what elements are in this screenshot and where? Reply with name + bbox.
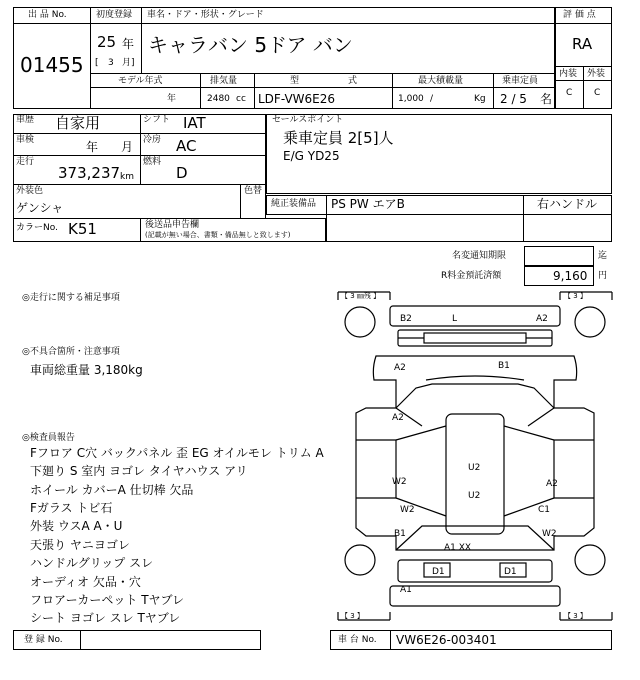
inspector-line: ハンドルグリップ スレ bbox=[30, 556, 154, 570]
max-load-value: 1,000 bbox=[398, 94, 424, 104]
shift-value: IAT bbox=[183, 114, 206, 132]
inspection-label: 車検 bbox=[16, 135, 35, 145]
tire-depth-bottom-left: 【 3 】 bbox=[341, 612, 364, 620]
damage-mark: A2 bbox=[546, 479, 558, 489]
displacement-unit: cc bbox=[236, 94, 246, 104]
equipment-label: 純正装備品 bbox=[271, 199, 317, 209]
inspector-title: ◎検査員報告 bbox=[22, 433, 75, 443]
damage-mark: A1 bbox=[400, 585, 412, 595]
vehicle-name-label: 車名・ドア・形状・グレード bbox=[147, 10, 264, 20]
max-load-label: 最大積載量 bbox=[418, 76, 464, 86]
damage-mark: A2 bbox=[392, 413, 404, 423]
damage-mark: W2 bbox=[542, 529, 557, 539]
fuel-value: D bbox=[176, 164, 188, 182]
aftermarket-label: 後送品申告欄 bbox=[145, 220, 200, 230]
name-change-unit: 迄 bbox=[598, 251, 608, 261]
damage-mark: D1 bbox=[504, 567, 517, 577]
sales-point-line-2: E/G YD25 bbox=[283, 149, 340, 163]
damage-mark: A1 XX bbox=[444, 543, 472, 553]
inspector-line: 下廻り S 室内 ヨゴレ タイヤハウス アリ bbox=[30, 464, 248, 478]
history-value: 自家用 bbox=[55, 114, 101, 132]
recycle-label: R料金預託済額 bbox=[441, 271, 502, 281]
exterior-score: C bbox=[594, 88, 601, 98]
name-change-label: 名変通知期限 bbox=[452, 251, 507, 261]
repaint-label: 色替 bbox=[244, 186, 263, 196]
registration-year: 25 bbox=[97, 33, 117, 51]
fuel-label: 燃料 bbox=[143, 157, 162, 167]
mileage-value: 373,237 bbox=[58, 164, 121, 182]
damage-mark: B1 bbox=[394, 529, 406, 539]
color-label: 外装色 bbox=[16, 186, 44, 196]
score-label: 評 価 点 bbox=[563, 10, 596, 20]
inspector-line: Fフロア C穴 バックパネル 歪 EG オイルモレ トリム A bbox=[30, 446, 324, 460]
inspector-line: フロアーカーペット Tヤブレ bbox=[30, 593, 185, 607]
sales-point-label: セールスポイント bbox=[272, 115, 344, 125]
inspection-month-unit: 月 bbox=[121, 140, 134, 154]
model-year-unit: 年 bbox=[167, 94, 177, 104]
displacement-label: 排気量 bbox=[210, 76, 238, 86]
exterior-label: 外装 bbox=[587, 69, 606, 79]
interior-label: 内装 bbox=[559, 69, 578, 79]
type-value: LDF-VW6E26 bbox=[258, 92, 336, 106]
mileage-label: 走行 bbox=[16, 157, 35, 167]
damage-mark: D1 bbox=[432, 567, 445, 577]
inspector-line: オーディオ 欠品・穴 bbox=[30, 575, 141, 589]
aircon-value: AC bbox=[176, 137, 197, 155]
tire-depth-top-right: 【 3 】 bbox=[564, 292, 587, 300]
capacity-label: 乗車定員 bbox=[502, 76, 539, 86]
inspector-line: シート ヨゴレ スレ Tヤブレ bbox=[30, 611, 181, 625]
aircon-label: 冷房 bbox=[143, 135, 162, 145]
name-change-field bbox=[524, 246, 594, 266]
lot-number: 01455 bbox=[20, 53, 84, 77]
aftermarket-note: (記載が無い場合、書類・備品無しと致します) bbox=[145, 231, 291, 239]
capacity-value: 2 / 5 bbox=[500, 92, 527, 106]
damage-mark: A2 bbox=[536, 314, 548, 324]
lot-label: 出 品 No. bbox=[28, 10, 67, 20]
equipment-lower-box bbox=[326, 214, 612, 242]
color-no-value: K51 bbox=[68, 220, 97, 238]
mileage-unit: km bbox=[120, 172, 134, 182]
interior-score: C bbox=[566, 88, 573, 98]
damage-mark: C1 bbox=[538, 505, 551, 515]
score-value: RA bbox=[572, 35, 593, 53]
damage-mark: U2 bbox=[468, 491, 481, 501]
inspection-year-unit: 年 bbox=[86, 140, 99, 154]
max-load-sep: / bbox=[430, 94, 434, 104]
damage-mark: L bbox=[452, 314, 458, 324]
damage-mark: B1 bbox=[498, 361, 510, 371]
inspector-line: 外装 ウスA A・U bbox=[30, 519, 123, 533]
tire-depth-top-left: 【 3 ㎜残 】 bbox=[341, 292, 381, 300]
damage-mark: A2 bbox=[394, 363, 406, 373]
model-year-label: モデル年式 bbox=[118, 76, 163, 86]
recycle-unit: 円 bbox=[598, 271, 608, 281]
inspector-line: Fガラス トビ石 bbox=[30, 501, 113, 515]
defect-line-1: 車両総重量 3,180kg bbox=[30, 363, 143, 377]
type-label: 型 bbox=[290, 76, 300, 86]
recycle-value: 9,160 bbox=[553, 269, 588, 283]
color-no-label: カラーNo. bbox=[16, 223, 58, 233]
equipment-value: PS PW エアB bbox=[331, 197, 405, 211]
vehicle-name: キャラバン 5ドア バン bbox=[148, 33, 353, 57]
handle-value: 右ハンドル bbox=[537, 197, 598, 211]
capacity-unit: 名 bbox=[540, 92, 553, 106]
registration-month: 3 bbox=[108, 58, 114, 68]
damage-mark: B2 bbox=[400, 314, 412, 324]
inspector-line: 天張り ヤニヨゴレ bbox=[30, 538, 130, 552]
registration-year-unit: 年 bbox=[122, 37, 135, 51]
color-value: ゲンシャ bbox=[16, 201, 64, 215]
registration-number-label: 登 録 No. bbox=[24, 635, 63, 645]
type-label-2: 式 bbox=[348, 76, 358, 86]
damage-mark: U2 bbox=[468, 463, 481, 473]
defect-title: ◎不具合箇所・注意事項 bbox=[22, 347, 120, 357]
damage-mark: W2 bbox=[392, 477, 407, 487]
shift-label: シフト bbox=[143, 115, 171, 125]
registration-month-open: [ bbox=[95, 58, 99, 68]
history-label: 車歴 bbox=[16, 115, 35, 125]
tire-depth-bottom-right: 【 3 】 bbox=[564, 612, 587, 620]
chassis-number-label: 車 台 No. bbox=[338, 635, 377, 645]
registration-label: 初度登録 bbox=[96, 10, 133, 20]
damage-mark: W2 bbox=[400, 505, 415, 515]
max-load-unit: Kg bbox=[474, 94, 486, 104]
running-remarks-title: ◎走行に関する補足事項 bbox=[22, 293, 120, 303]
chassis-number: VW6E26-003401 bbox=[396, 633, 497, 647]
car-damage-diagram bbox=[336, 288, 614, 624]
inspector-line: ホイール カバーA 仕切棒 欠品 bbox=[30, 483, 194, 497]
displacement-value: 2480 bbox=[207, 94, 230, 104]
registration-month-unit: 月] bbox=[122, 58, 135, 68]
sales-point-line-1: 乗車定員 2[5]人 bbox=[283, 129, 394, 147]
